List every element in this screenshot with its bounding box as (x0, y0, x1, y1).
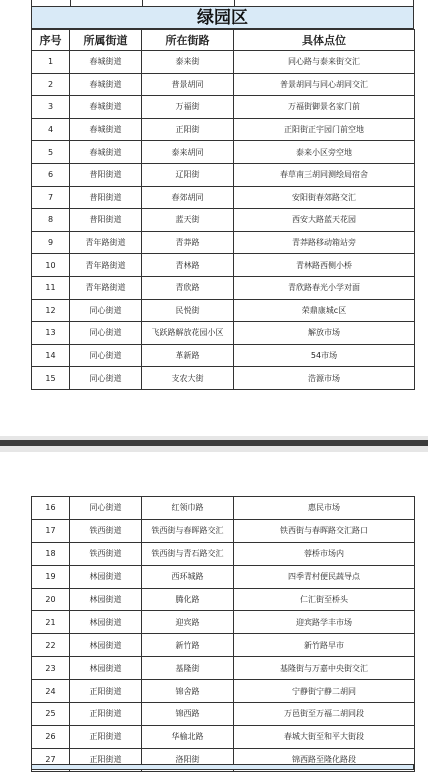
cell-street: 泰来街 (142, 51, 234, 74)
cell-index: 8 (32, 209, 70, 232)
table-row (32, 231, 415, 254)
header-street: 所在街路 (142, 30, 234, 51)
cell-location: 青林路西侧小桥 (234, 254, 415, 277)
next-district-heading-edge (31, 764, 414, 770)
table-row (32, 725, 415, 748)
cell-location: 泰来小区旁空地 (234, 141, 415, 164)
cell-street: 青欣路 (142, 276, 234, 299)
cell-location: 万邑街至万福二胡同段 (234, 703, 415, 726)
cell-subdistrict: 铁西街道 (70, 542, 142, 565)
cell-location: 青欣路春光小学对面 (234, 276, 415, 299)
cell-index: 9 (32, 231, 70, 254)
cell-street: 万福街 (142, 96, 234, 119)
cell-location: 万福街御景名家门前 (234, 96, 415, 119)
table-row (32, 118, 415, 141)
cell-subdistrict: 春城街道 (70, 118, 142, 141)
cell-location: 安阳街春郊路交汇 (234, 186, 415, 209)
table-row (32, 657, 415, 680)
cell-index: 2 (32, 73, 70, 96)
table-header-row (32, 30, 415, 51)
cell-street: 西环城路 (142, 565, 234, 588)
cell-index: 27 (32, 748, 70, 771)
header-location: 具体点位 (234, 30, 415, 51)
table-row (32, 163, 415, 186)
cell-subdistrict: 青年路街道 (70, 254, 142, 277)
cell-street: 铁西街与春晖路交汇 (142, 519, 234, 542)
cell-index: 22 (32, 634, 70, 657)
cell-subdistrict: 同心街道 (70, 367, 142, 390)
cell-street: 飞跃路解放花园小区 (142, 322, 234, 345)
table-row (32, 322, 415, 345)
cell-street: 锦舍路 (142, 680, 234, 703)
cell-street: 迎宾路 (142, 611, 234, 634)
cell-subdistrict: 春城街道 (70, 96, 142, 119)
cell-index: 23 (32, 657, 70, 680)
cell-subdistrict: 春城街道 (70, 51, 142, 74)
table-row (32, 680, 415, 703)
cell-subdistrict: 铁西街道 (70, 519, 142, 542)
table-row (32, 611, 415, 634)
table-row (32, 497, 415, 520)
cell-index: 24 (32, 680, 70, 703)
cell-location: 西安大路蓝天花园 (234, 209, 415, 232)
header-subdistrict: 所属街道 (70, 30, 142, 51)
table-row (32, 542, 415, 565)
cell-street: 洛阳街 (142, 748, 234, 771)
cell-index: 20 (32, 588, 70, 611)
cell-index: 14 (32, 344, 70, 367)
cell-index: 25 (32, 703, 70, 726)
cell-subdistrict: 青年路街道 (70, 231, 142, 254)
cell-street: 青林路 (142, 254, 234, 277)
cell-location: 青莽路移动箱站旁 (234, 231, 415, 254)
cell-subdistrict: 同心街道 (70, 344, 142, 367)
table-row (32, 73, 415, 96)
cell-location: 春草南三胡同测绘局宿舍 (234, 163, 415, 186)
cell-street: 春郊胡同 (142, 186, 234, 209)
table-row (32, 141, 415, 164)
document-page-2 (0, 452, 428, 769)
cell-index: 16 (32, 497, 70, 520)
cell-location: 蓉桥市场内 (234, 542, 415, 565)
cell-street: 民悦街 (142, 299, 234, 322)
cell-location: 迎宾路学丰市场 (234, 611, 415, 634)
cell-index: 7 (32, 186, 70, 209)
cell-index: 18 (32, 542, 70, 565)
cell-index: 12 (32, 299, 70, 322)
cell-location: 仁汇街至桥头 (234, 588, 415, 611)
cell-subdistrict: 春城街道 (70, 73, 142, 96)
cell-subdistrict: 正阳街道 (70, 725, 142, 748)
cell-subdistrict: 同心街道 (70, 299, 142, 322)
cell-subdistrict: 普阳街道 (70, 209, 142, 232)
cell-subdistrict: 春城街道 (70, 141, 142, 164)
table-row (32, 565, 415, 588)
cell-index: 3 (32, 96, 70, 119)
cell-street: 支农大街 (142, 367, 234, 390)
cell-location: 54市场 (234, 344, 415, 367)
cell-index: 11 (32, 276, 70, 299)
cell-subdistrict: 林园街道 (70, 634, 142, 657)
cell-location: 浩源市场 (234, 367, 415, 390)
cell-street: 铁西街与青石路交汇 (142, 542, 234, 565)
cell-location: 铁西街与春晖路交汇路口 (234, 519, 415, 542)
cell-index: 19 (32, 565, 70, 588)
cell-location: 同心路与泰来街交汇 (234, 51, 415, 74)
cell-index: 10 (32, 254, 70, 277)
table-row (32, 519, 415, 542)
cell-location: 惠民市场 (234, 497, 415, 520)
cell-street: 正阳街 (142, 118, 234, 141)
table-row (32, 299, 415, 322)
cell-location: 荣鼎康城c区 (234, 299, 415, 322)
cell-subdistrict: 正阳街道 (70, 680, 142, 703)
table-row (32, 276, 415, 299)
cell-subdistrict: 林园街道 (70, 657, 142, 680)
cell-street: 青莽路 (142, 231, 234, 254)
cell-street: 蓝天街 (142, 209, 234, 232)
cell-location: 解放市场 (234, 322, 415, 345)
cell-location: 普景胡同与同心胡同交汇 (234, 73, 415, 96)
table-row (32, 367, 415, 390)
table-row (32, 703, 415, 726)
cell-location: 锦西路至隆化路段 (234, 748, 415, 771)
cell-index: 4 (32, 118, 70, 141)
page-separator (0, 436, 428, 452)
cell-location: 四季青村便民蔬导点 (234, 565, 415, 588)
previous-table-edge (31, 0, 414, 7)
cell-location: 新竹路早市 (234, 634, 415, 657)
cell-location: 宁静街宁静二胡同 (234, 680, 415, 703)
table-row (32, 344, 415, 367)
table-row (32, 96, 415, 119)
cell-subdistrict: 普阳街道 (70, 163, 142, 186)
table-row (32, 588, 415, 611)
cell-street: 新竹路 (142, 634, 234, 657)
points-table-page-1 (31, 29, 415, 390)
cell-index: 13 (32, 322, 70, 345)
table-row (32, 51, 415, 74)
cell-subdistrict: 普阳街道 (70, 186, 142, 209)
cell-subdistrict: 青年路街道 (70, 276, 142, 299)
cell-street: 红领巾路 (142, 497, 234, 520)
cell-location: 春城大街至和平大街段 (234, 725, 415, 748)
cell-street: 锦西路 (142, 703, 234, 726)
district-heading: 绿园区 (31, 7, 414, 29)
cell-index: 5 (32, 141, 70, 164)
cell-street: 辽阳街 (142, 163, 234, 186)
cell-subdistrict: 同心街道 (70, 322, 142, 345)
table-row (32, 634, 415, 657)
cell-index: 26 (32, 725, 70, 748)
cell-location: 正阳街正宇园门前空地 (234, 118, 415, 141)
table-row (32, 186, 415, 209)
cell-location: 基隆街与万嘉中央街交汇 (234, 657, 415, 680)
cell-index: 17 (32, 519, 70, 542)
cell-street: 华榆北路 (142, 725, 234, 748)
cell-index: 1 (32, 51, 70, 74)
cell-subdistrict: 同心街道 (70, 497, 142, 520)
cell-subdistrict: 正阳街道 (70, 748, 142, 771)
cell-subdistrict: 林园街道 (70, 588, 142, 611)
table-row (32, 254, 415, 277)
table-row (32, 209, 415, 232)
cell-subdistrict: 林园街道 (70, 565, 142, 588)
header-index: 序号 (32, 30, 70, 51)
cell-street: 腾化路 (142, 588, 234, 611)
cell-subdistrict: 正阳街道 (70, 703, 142, 726)
cell-street: 革新路 (142, 344, 234, 367)
points-table-page-2 (31, 496, 415, 772)
cell-street: 普景胡同 (142, 73, 234, 96)
cell-subdistrict: 林园街道 (70, 611, 142, 634)
cell-index: 6 (32, 163, 70, 186)
cell-index: 21 (32, 611, 70, 634)
cell-index: 15 (32, 367, 70, 390)
cell-street: 泰来胡同 (142, 141, 234, 164)
cell-street: 基隆街 (142, 657, 234, 680)
